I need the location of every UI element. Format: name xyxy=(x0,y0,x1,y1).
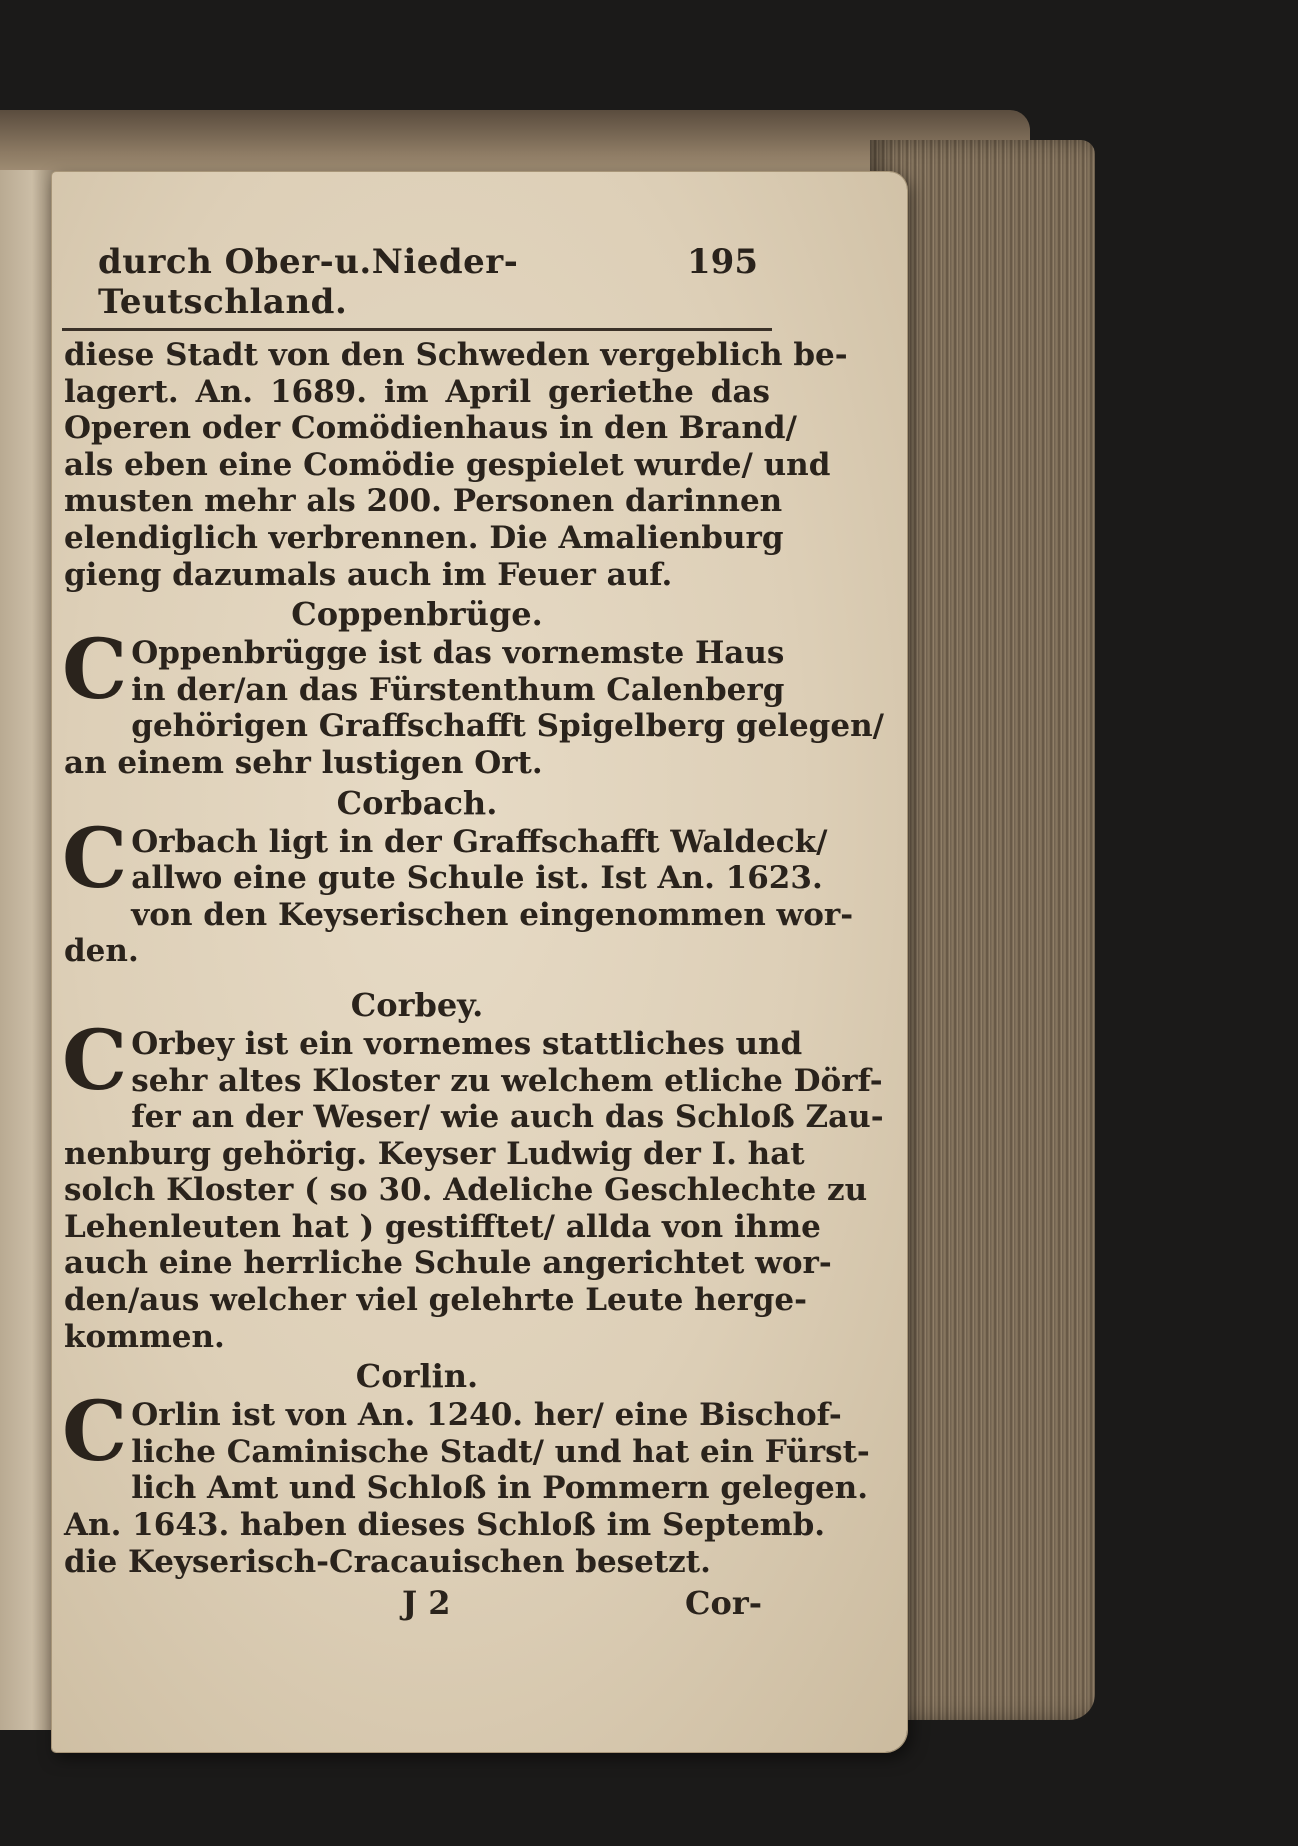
page-text xyxy=(62,242,884,1623)
page-number: 195 xyxy=(687,242,758,282)
text-line: Oppenbrügge ist das vornemste Haus xyxy=(131,635,785,672)
text-line: elendiglich verbrennen. Die Amalienburg xyxy=(64,519,784,556)
text-line: kommen. xyxy=(64,1318,225,1355)
text-line: Operen oder Comödienhaus in den Brand/ xyxy=(64,410,797,447)
signature-mark: J 2 xyxy=(402,1584,451,1623)
text-line: Lehenleuten hat ) gestifftet/ allda von ihme xyxy=(64,1208,821,1245)
facing-page-edge xyxy=(0,170,58,1730)
entry-heading: Corlin. xyxy=(355,1357,479,1396)
text-line: solch Kloster ( so 30. Adeliche Geschlechte zu xyxy=(64,1172,868,1209)
text-line: lich Amt und Schloß in Pommern gelegen. xyxy=(131,1470,869,1507)
text-line: an einem sehr lustigen Ort. xyxy=(64,744,543,781)
page-footer xyxy=(62,1584,772,1622)
spacer xyxy=(62,970,772,984)
text-line: nenburg gehörig. Keyser Ludwig der I. hat xyxy=(64,1135,805,1172)
text-line: Orlin ist von An. 1240. her/ eine Bischof- xyxy=(131,1397,842,1434)
text-line: fer an der Weser/ wie auch das Schloß Zau- xyxy=(131,1099,884,1136)
running-head-title: durch Ober-u.Nieder-Teutschland. xyxy=(98,242,519,322)
drop-cap: C xyxy=(62,622,128,719)
entry-corbey xyxy=(62,985,884,1355)
drop-cap: C xyxy=(62,1012,128,1109)
text-line: liche Caminische Stadt/ und hat ein Fürst- xyxy=(131,1433,870,1470)
page-body xyxy=(62,337,884,1623)
running-head xyxy=(62,242,772,331)
entry-heading: Coppenbrüge. xyxy=(291,595,543,634)
entry-coppenbruege xyxy=(62,595,884,781)
drop-cap: C xyxy=(62,810,128,907)
entry-corlin xyxy=(62,1357,870,1580)
text-line: den/aus welcher viel gelehrte Leute herge- xyxy=(64,1282,808,1319)
text-line: Orbey ist ein vornemes stattliches und xyxy=(131,1025,803,1062)
book-page xyxy=(52,172,907,1752)
entry-heading: Corbey. xyxy=(350,985,484,1024)
intro-paragraph xyxy=(62,337,848,593)
text-line: diese Stadt von den Schweden vergeblich be- xyxy=(64,337,848,373)
text-line: in der/an das Fürstenthum Calenberg xyxy=(131,671,785,708)
entry-corbach xyxy=(62,783,854,970)
text-line: musten mehr als 200. Personen darinnen xyxy=(64,483,783,520)
text-line: Orbach ligt in der Graffschafft Waldeck/ xyxy=(131,823,828,860)
text-line: gieng dazumals auch im Feuer auf. xyxy=(64,556,673,593)
text-line: An. 1643. haben dieses Schloß im Septemb. xyxy=(64,1507,826,1544)
drop-cap: C xyxy=(62,1384,128,1481)
text-line: als eben eine Comödie gespielet wurde/ und xyxy=(64,446,831,483)
text-line: auch eine herrliche Schule angerichtet wor- xyxy=(64,1245,832,1282)
text-line: allwo eine gute Schule ist. Ist An. 1623. xyxy=(131,860,823,897)
text-line: den. xyxy=(64,933,139,970)
catchword: Cor- xyxy=(685,1584,762,1623)
text-line: von den Keyserischen eingenommen wor- xyxy=(131,896,854,933)
entry-heading: Corbach. xyxy=(336,783,498,822)
text-line: die Keyserisch-Cracauischen besetzt. xyxy=(64,1543,711,1580)
text-line: lagert. An. 1689. im April geriethe das xyxy=(64,373,770,410)
text-line: gehörigen Graffschafft Spigelberg gelegen/ xyxy=(131,708,884,745)
text-line: sehr altes Kloster zu welchem etliche Dörf- xyxy=(131,1062,883,1099)
